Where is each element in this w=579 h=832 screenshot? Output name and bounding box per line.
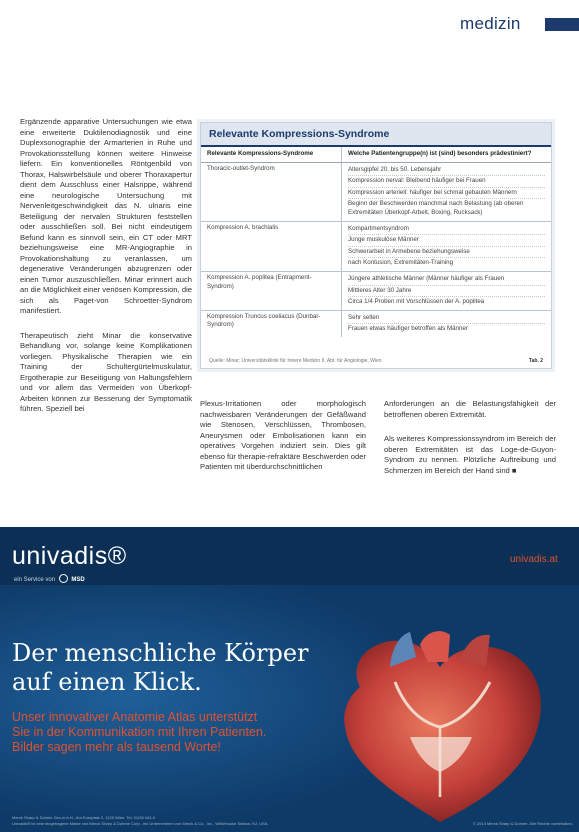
- ad-headline-line: Der menschliche Körper: [12, 639, 309, 667]
- table-item: Altersgipfel 20. bis 50. Lebensjahr: [348, 165, 545, 177]
- msd-brand: MSD: [71, 577, 85, 583]
- article-column-middle: [200, 399, 366, 481]
- article-paragraph: Als weiteres Kompressionssyndrom im Bereich der oberen Extremitäten ist das Loge-de-Guyon-Syndrom zu nennen. Plötzliche Auftreibung und Schmerzen im Bereich der Hand sind ■: [384, 434, 556, 475]
- ad-headline: [12, 639, 309, 697]
- ad-subline-line: Unser innovativer Anatomie Atlas unterstützt: [12, 710, 258, 724]
- table-item: Circa 1/4 Proben mit Vorschlüssen der A. poplitea: [348, 298, 485, 306]
- table-row: [201, 162, 551, 221]
- ad-subline: [12, 710, 266, 755]
- table-cell-items: [342, 310, 552, 337]
- table-row: [201, 221, 551, 271]
- table-title: Relevante Kompressions-Syndrome: [201, 123, 551, 147]
- msd-logo-icon: [59, 574, 68, 583]
- table-item: Junge muskulöse Männer: [348, 235, 545, 247]
- ad-copyright: © 2014 Merck Sharp & Dohme. Alle Rechte vorbehalten.: [472, 821, 573, 826]
- article-paragraph: Ergänzende apparative Untersuchungen wie etwa eine erweiterte Duktilenodiagnostik und eine Duplexsonographie der Armarterien in Ruhe und Provokationsstellung können weitere Hinweise liefern. Ein konventionelles Röntgenbild von Thorax, Halswirbelsäule und oberer Thoraxapertur dient dem Ausschluss einer Halsrippe, während eine neurologische Untersuchung mit Nervenleitgeschwindigkeit das N. ulnaris eine Beteiligung der nervalen Strukturen feststellen oder ausschließen soll. Bei nicht eindeutigem Befund kann es sinnvoll sein, ein CT oder MRT beziehungsweise eine MR-Angiographie in Provokationshaltung zu veranlassen, um degenerative Veränderungen abzugrenzen oder einen Tumor auszuschließen. Minar erinnert auch an die Möglichkeit einer venösen Kompression, die sich als Paget-von Schroetter-Syndrom manifestiert.: [20, 117, 192, 315]
- article-column-left: [20, 117, 192, 423]
- table-item: nach Kontusion, Extremitäten-Training: [348, 259, 454, 267]
- table-footer: [209, 358, 543, 364]
- ad-subline-line: Sie in der Kommunikation mit Ihren Patienten.: [12, 725, 267, 739]
- table-item: Mittleres Alter 30 Jahre: [348, 286, 545, 298]
- ad-fine-print: [12, 815, 372, 826]
- article-column-right: [384, 399, 556, 484]
- table-cell-items: [342, 221, 552, 271]
- table-item: Beginn der Beschwerden manchmal nach Belastung (ab oberen Extremitäten Überkopf-Arbeit, Boxing, Rucksack): [348, 200, 524, 216]
- univadis-logo: univadis®: [12, 542, 127, 570]
- table-item: Kompartmentsyndrom: [348, 224, 545, 236]
- article-paragraph: Anforderungen an die Belastungsfähigkeit der betroffenen oberen Extremität.: [384, 399, 556, 419]
- table-cell-name: Thoracic-outlet-Syndrom: [201, 162, 342, 221]
- compression-table: [201, 147, 551, 337]
- logo-sub-prefix: ein Service von: [14, 577, 56, 583]
- info-table: [200, 122, 552, 369]
- univadis-advertisement[interactable]: [0, 527, 579, 832]
- table-header-cell: Welche Patientengruppe(n) ist (sind) besonders prädestiniert?: [342, 147, 552, 162]
- anatomical-heart-illustration: [300, 627, 570, 827]
- table-item: Kompression arteriell: häufiger bei schmal gebauten Männern: [348, 188, 545, 200]
- table-source: Quelle: Minar; Universitätsklinik für Innere Medizin II, Abt. für Angiologie, Wien: [209, 358, 382, 364]
- ad-url-link[interactable]: univadis.at: [510, 554, 558, 565]
- table-cell-name: Kompression A. brachialis: [201, 221, 342, 271]
- fine-print-line: Univadis® ist eine eingetragene Marke von Merck Sharp & Dohme Corp., ein Unternehmen von Merck & Co., Inc., Whitehouse Station, NJ, USA: [12, 820, 268, 826]
- table-row: [201, 271, 551, 310]
- table-cell-name: Kompression Truncus coeliacus (Dunbar-Syndrom): [201, 310, 342, 337]
- section-bar: [545, 18, 579, 31]
- article-paragraph: Plexus-Irritationen oder morphologisch nachweisbaren Veränderungen der Gefäßwand wie Stenosen, Verschlüssen, Thrombosen, Aneurysmen oder Embolisationen kann ein operatives Vorgehen indiziert sein. Dies gilt ebenso für therapie-refraktäre Beschwerden oder Patienten mit überdurchschnittlichen: [200, 399, 366, 471]
- table-row: [201, 310, 551, 337]
- table-item: Kompression nerval: Bleibend häufiger bei Frauen: [348, 176, 545, 188]
- table-cell-items: [342, 271, 552, 310]
- table-item: Frauen etwas häufiger betroffen als Männer: [348, 325, 468, 333]
- table-header-row: [201, 147, 551, 162]
- table-number: Tab. 2: [528, 358, 543, 364]
- table-item: Jüngere athletische Männer (Männer häufiger als Frauen: [348, 274, 545, 286]
- ad-subline-line: Bilder sagen mehr als tausend Worte!: [12, 740, 221, 754]
- section-tag: medizin: [460, 14, 521, 33]
- logo-subline: [14, 574, 85, 583]
- article-paragraph: Therapeutisch zieht Minar die konservative Behandlung vor, solange keine Komplikationen vorliegen. Physikalische Therapien wie ein Training der Schultergürtelmuskulatur, Ergotherapie zur Beseitigung von Haltungsfehlern und vor allem das Vermeiden von Überkopf-Arbeiten können zur Besserung der Symptomatik führen. Speziell bei: [20, 330, 192, 413]
- table-cell-items: [342, 162, 552, 221]
- table-item: Sehr selten: [348, 313, 545, 325]
- ad-headline-line: auf einen Klick.: [12, 668, 202, 696]
- table-cell-name: Kompression A. poplitea (Entrapment-Syndrom): [201, 271, 342, 310]
- fine-print-line: Merck Sharp & Dohme Ges.m.b.H., Am Europlatz 2, 1120 Wien, Tel. 01/26 044-0: [12, 815, 156, 820]
- table-item: Schwerarbeit in Armebene beziehungsweise: [348, 247, 545, 259]
- table-header-cell: Relevante Kompressions-Syndrome: [201, 147, 342, 162]
